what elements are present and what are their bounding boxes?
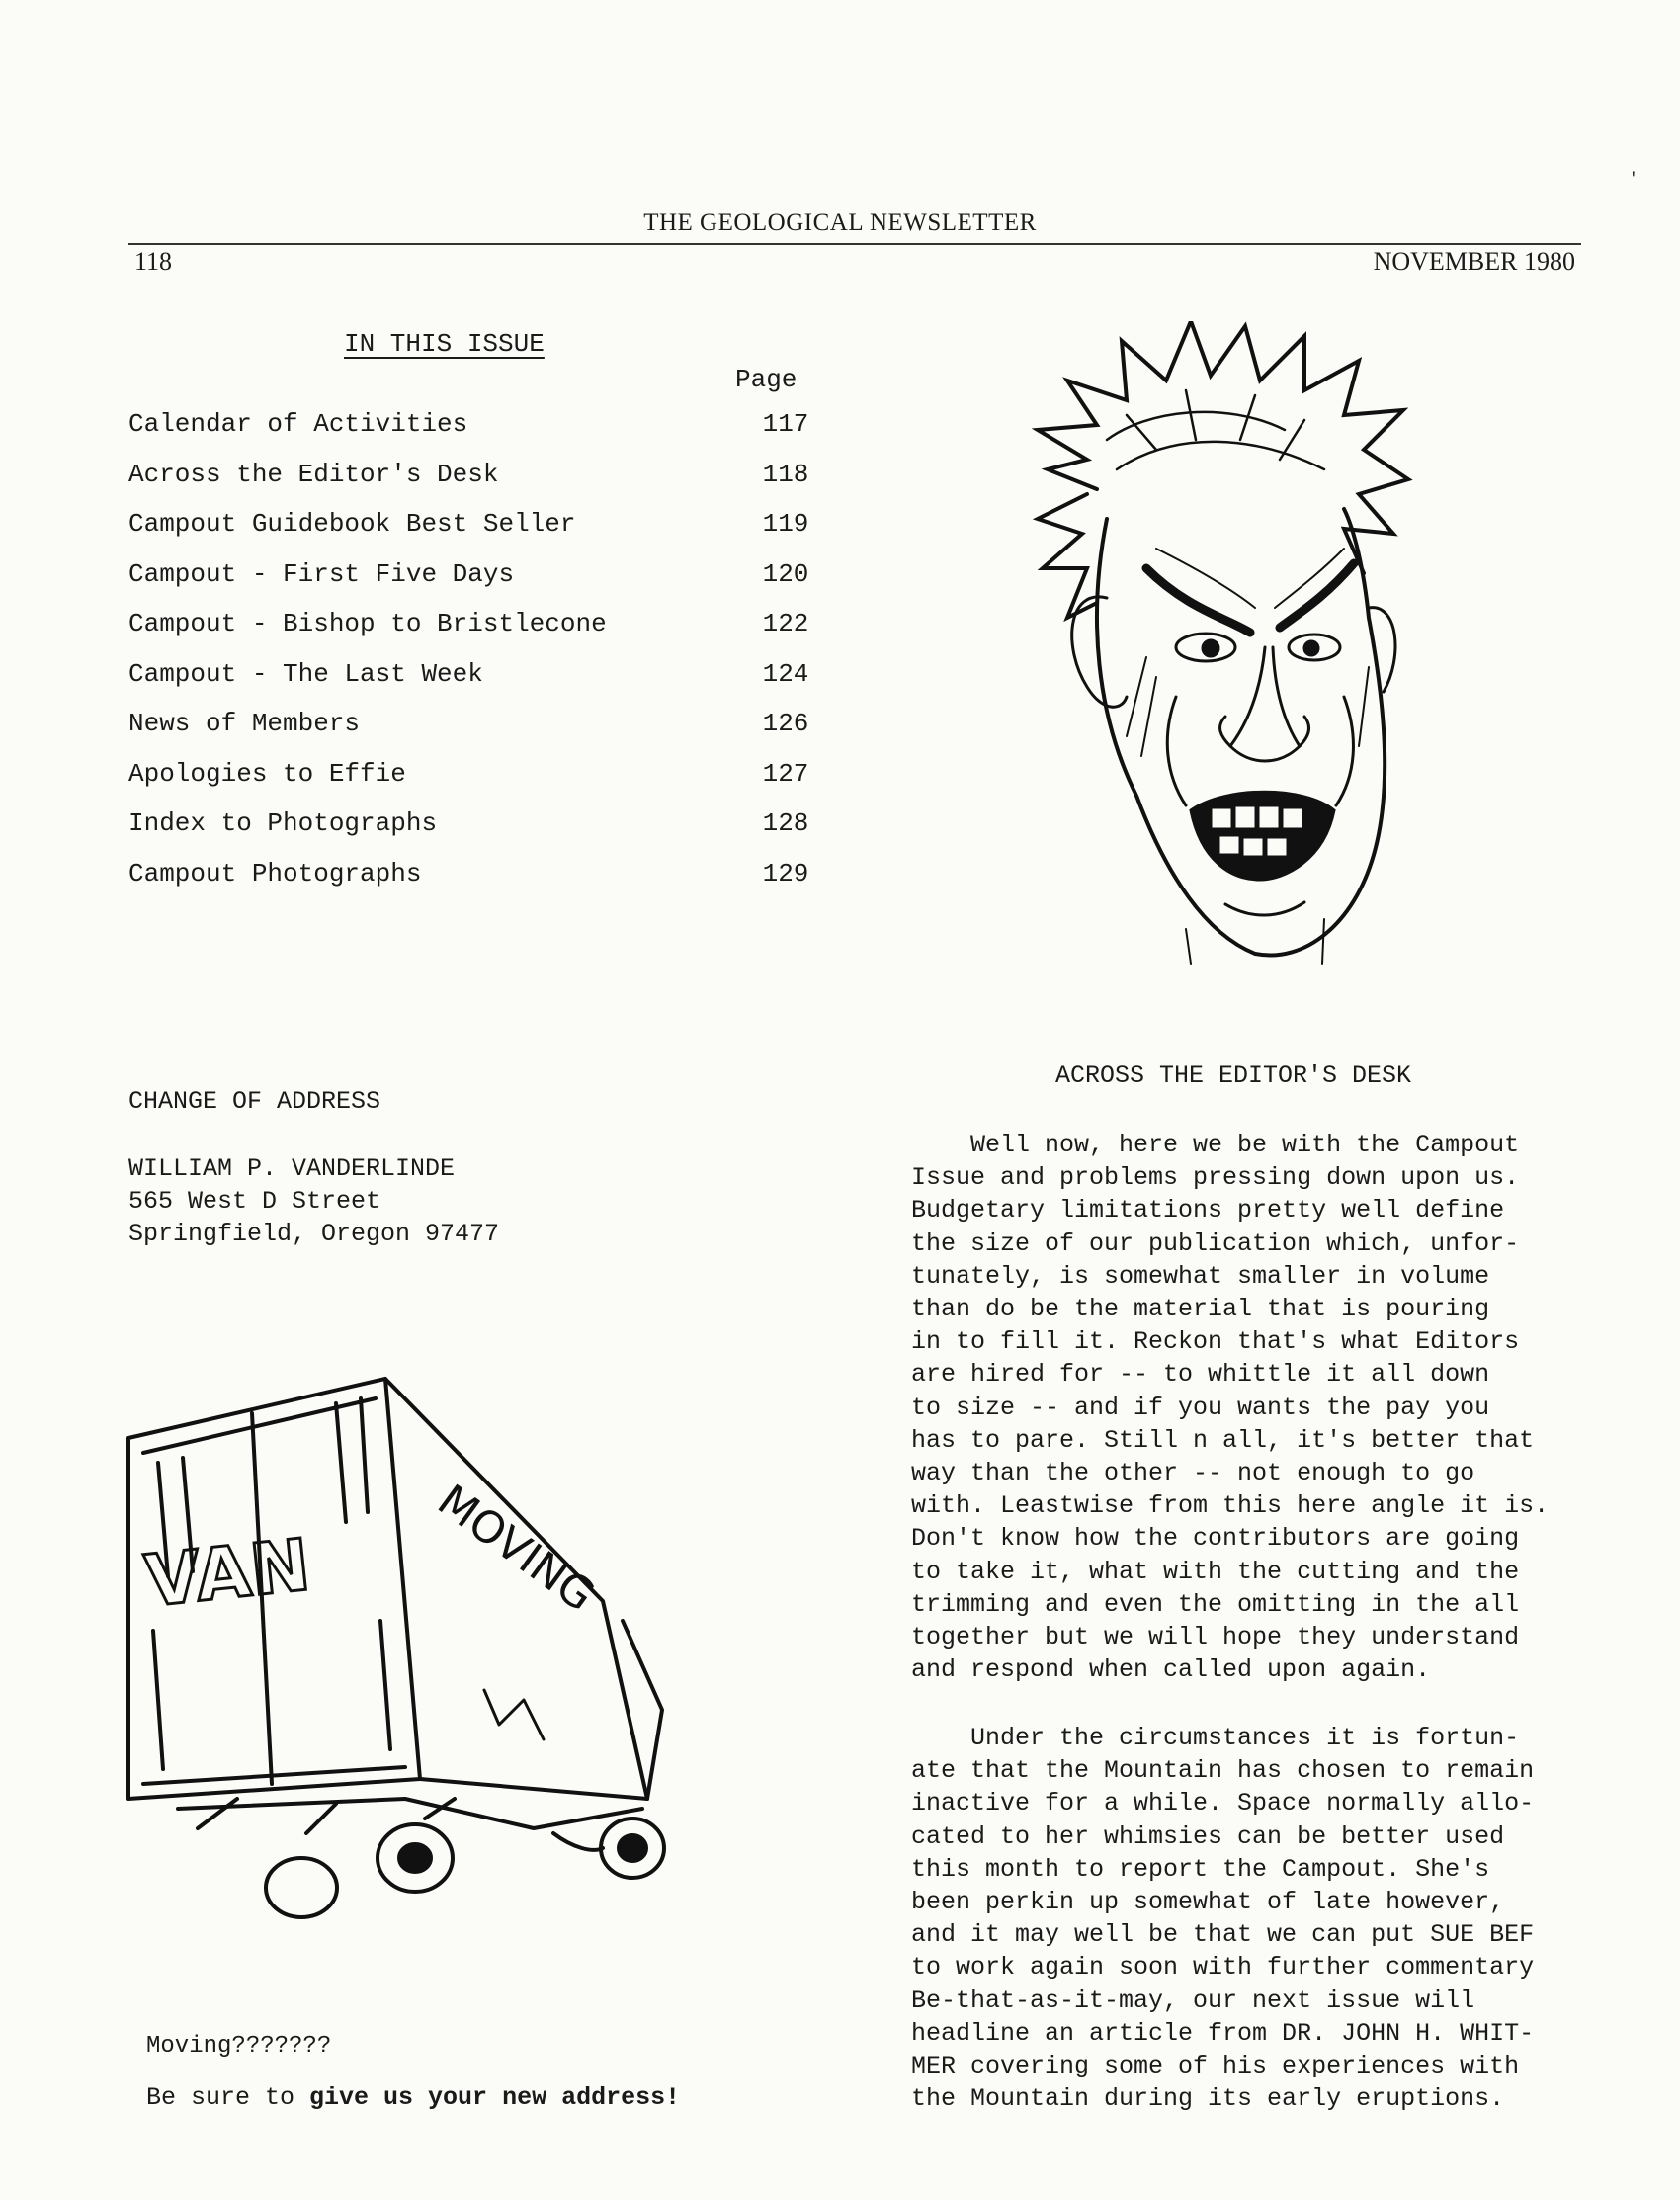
toc-item-page: 127 [762, 758, 809, 789]
text-line: and respond when called upon again. [911, 1655, 1431, 1685]
text-line: this month to report the Campout. She's [911, 1854, 1490, 1884]
address-block [128, 1152, 499, 1250]
toc-item-page: 126 [762, 709, 809, 738]
toc-item-title: News of Members [128, 709, 361, 738]
address-street: 565 West D Street [128, 1187, 381, 1216]
text-line: cated to her whimsies can be better used [911, 1821, 1505, 1851]
moving-instruction [146, 2083, 680, 2112]
text-line: in to fill it. Reckon that's what Editors [911, 1327, 1520, 1357]
text-line: and it may well be that we can put SUE BEF [911, 1920, 1535, 1950]
text-line: tunately, is somewhat smaller in volume [911, 1261, 1490, 1291]
toc-item [128, 557, 840, 608]
angry-face-illustration [1028, 321, 1413, 973]
toc-item-page: 119 [762, 509, 809, 539]
text-line: Well now, here we be with the Campout [911, 1131, 1520, 1159]
toc-item [128, 757, 840, 807]
editor-paragraph-1 [911, 1129, 1603, 1686]
toc-item-page: 129 [762, 858, 809, 888]
toc-item [128, 657, 840, 708]
text-line: headline an article from DR. JOHN H. WHIT- [911, 2018, 1535, 2048]
text-line: than do be the material that is pouring [911, 1295, 1490, 1324]
toc-item [128, 857, 840, 907]
text-line: Issue and problems pressing down upon us. [911, 1163, 1520, 1193]
change-of-address-heading: CHANGE OF ADDRESS [128, 1087, 381, 1116]
text-line: Be-that-as-it-may, our next issue will [911, 1986, 1475, 2015]
header-rule [128, 243, 1581, 245]
toc-item-title: Campout Guidebook Best Seller [128, 509, 576, 539]
moving-instruction-emphasis: give us your new address! [309, 2083, 681, 2112]
toc-item-title: Apologies to Effie [128, 758, 406, 789]
toc-item-page: 128 [762, 808, 809, 838]
text-line: are hired for -- to whittle it all down [911, 1360, 1490, 1390]
text-line: trimming and even the omitting in the all [911, 1589, 1520, 1619]
editor-column-heading: ACROSS THE EDITOR'S DESK [1055, 1061, 1412, 1090]
page-mark: ' [1629, 170, 1638, 188]
toc-item [128, 607, 840, 657]
text-line: to work again soon with further commentary [911, 1953, 1535, 1983]
page-number: 118 [134, 247, 173, 276]
toc-item [128, 458, 840, 508]
toc-item-page: 120 [762, 558, 809, 589]
toc-item [128, 407, 840, 458]
text-line: with. Leastwise from this here angle it is. [911, 1491, 1550, 1521]
toc-heading: IN THIS ISSUE [344, 329, 545, 359]
text-line: Don't know how the contributors are going [911, 1524, 1520, 1554]
toc-item-page: 122 [762, 609, 809, 638]
toc-item-page: 124 [762, 658, 809, 689]
text-line: way than the other -- not enough to go [911, 1459, 1475, 1488]
toc-item [128, 806, 840, 857]
text-line: together but we will hope they understand [911, 1623, 1520, 1652]
text-line: Budgetary limitations pretty well define [911, 1196, 1505, 1226]
toc-item-title: Campout - The Last Week [128, 658, 483, 689]
newsletter-title: THE GEOLOGICAL NEWSLETTER [643, 210, 1037, 236]
toc-item [128, 707, 840, 757]
address-city: Springfield, Oregon 97477 [128, 1220, 500, 1248]
text-line: the Mountain during its early eruptions. [911, 2084, 1505, 2114]
text-line: been perkin up somewhat of late however, [911, 1888, 1505, 1917]
moving-instruction-prefix: Be sure to [146, 2083, 310, 2112]
toc-item-title: Calendar of Activities [128, 409, 468, 439]
toc-item-title: Across the Editor's Desk [128, 459, 499, 489]
editor-paragraph-2 [911, 1722, 1603, 2115]
issue-date: NOVEMBER 1980 [1373, 247, 1575, 276]
moving-question: Moving??????? [146, 2033, 332, 2060]
van-door-text: VAN [140, 1522, 314, 1623]
toc-list [128, 407, 840, 906]
toc-item-title: Campout - First Five Days [128, 558, 515, 589]
toc-item-page: 117 [762, 409, 809, 439]
toc-item [128, 507, 840, 557]
address-name: WILLIAM P. VANDERLINDE [128, 1154, 456, 1183]
toc-page-label: Page [735, 365, 798, 394]
text-line: inactive for a while. Space normally allo- [911, 1789, 1535, 1819]
text-line: has to pare. Still n all, it's better that [911, 1425, 1535, 1455]
toc-item-page: 118 [762, 459, 809, 489]
text-line: to take it, what with the cutting and the [911, 1557, 1520, 1586]
toc-item-title: Campout - Bishop to Bristlecone [128, 609, 607, 638]
text-line: ate that the Mountain has chosen to remain [911, 1756, 1535, 1786]
text-line: MER covering some of his experiences with [911, 2052, 1520, 2081]
text-line: to size -- and if you wants the pay you [911, 1393, 1490, 1422]
text-line: Under the circumstances it is fortun- [911, 1724, 1520, 1752]
moving-van-illustration [109, 1334, 741, 1967]
toc-item-title: Campout Photographs [128, 858, 422, 888]
toc-item-title: Index to Photographs [128, 808, 438, 838]
van-side-text: MOVING [428, 1475, 604, 1622]
text-line: the size of our publication which, unfor- [911, 1228, 1520, 1258]
